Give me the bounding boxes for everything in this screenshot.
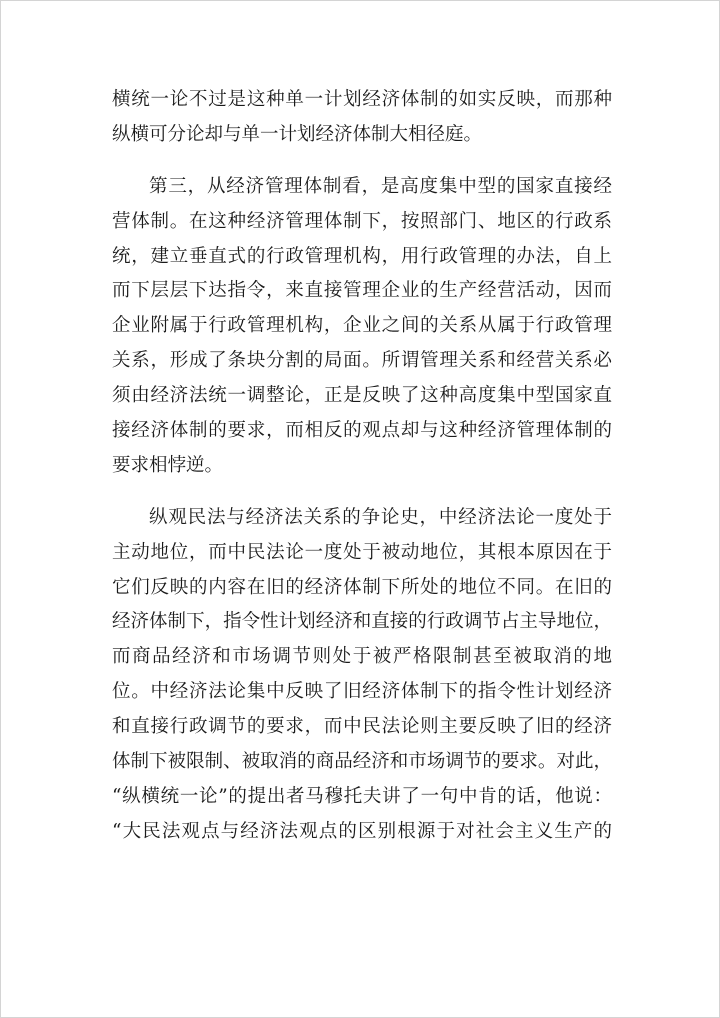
text-line: 它们反映的内容在旧的经济体制下所处的地位不同。在旧的 xyxy=(112,576,612,598)
text-line: 须由经济法统一调整论，正是反映了这种高度集中型国家直 xyxy=(112,385,612,407)
text-line: “纵横统一论”的提出者马穆托夫讲了一句中肯的话，他说： xyxy=(112,785,612,807)
text-line: 要求相悖逆。 xyxy=(112,454,224,476)
text-line: 接经济体制的要求，而相反的观点却与这种经济管理体制的 xyxy=(112,420,612,442)
paragraph-3 xyxy=(112,501,612,850)
text-line: 位。中经济法论集中反映了旧经济体制下的指令性计划经济 xyxy=(112,681,612,703)
text-line: “大民法观点与经济法观点的区别根源于对社会主义生产的 xyxy=(112,820,612,842)
text-line: 关系，形成了条块分割的局面。所谓管理关系和经营关系必 xyxy=(112,350,612,372)
text-line: 纵观民法与经济法关系的争论史，中经济法论一度处于 xyxy=(149,506,612,528)
paragraph-spacing xyxy=(112,484,612,501)
paragraph-spacing xyxy=(112,153,612,170)
text-line: 而下层层下达指令，来直接管理企业的生产经营活动，因而 xyxy=(112,280,612,302)
text-line: 而商品经济和市场调节则处于被严格限制甚至被取消的地 xyxy=(112,646,612,668)
text-line: 和直接行政调节的要求，而中民法论则主要反映了旧的经济 xyxy=(112,716,612,738)
text-line: 营体制。在这种经济管理体制下，按照部门、地区的行政系 xyxy=(112,210,612,232)
text-line: 企业附属于行政管理机构，企业之间的关系从属于行政管理 xyxy=(112,315,612,337)
paragraph-1 xyxy=(112,83,612,153)
text-line: 横统一论不过是这种单一计划经济体制的如实反映，而那种 xyxy=(112,89,612,110)
text-line: 第三，从经济管理体制看，是高度集中型的国家直接经 xyxy=(149,175,612,197)
text-line: 纵横可分论却与单一计划经济体制大相径庭。 xyxy=(112,123,483,145)
text-line: 体制下被限制、被取消的商品经济和市场调节的要求。对此， xyxy=(112,751,612,773)
paragraph-2 xyxy=(112,170,612,484)
document-body xyxy=(112,83,612,850)
text-line: 经济体制下，指令性计划经济和直接的行政调节占主导地位， xyxy=(112,611,612,633)
text-line: 主动地位，而中民法论一度处于被动地位，其根本原因在于 xyxy=(112,541,612,563)
text-line: 统，建立垂直式的行政管理机构，用行政管理的办法，自上 xyxy=(112,245,612,267)
